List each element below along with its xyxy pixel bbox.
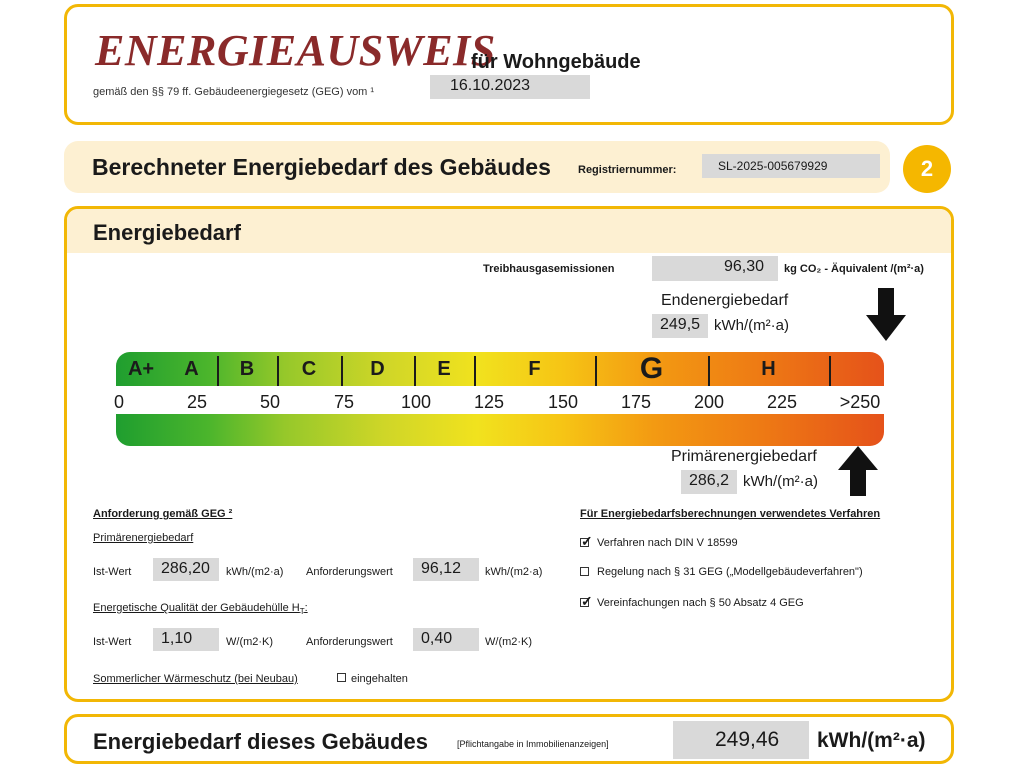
energy-panel-title: Energiebedarf	[93, 220, 241, 245]
scale-tick-label: 100	[400, 392, 432, 412]
class-separator	[708, 356, 710, 386]
class-separator	[829, 356, 831, 386]
end-energy-value-field: 249,5	[652, 314, 708, 338]
primary-requirement-heading: Primärenergiebedarf	[93, 532, 194, 544]
certificate-header	[64, 4, 954, 125]
scale-tick-label: 175	[620, 392, 652, 412]
energy-gradient-bar	[116, 414, 884, 446]
method-checkbox[interactable]	[580, 593, 593, 609]
energy-panel-header	[67, 209, 951, 253]
building-energy-summary	[64, 714, 954, 764]
anf-primary-unit: kWh/(m2·a)	[485, 566, 543, 578]
scale-tick-label: 25	[186, 392, 208, 412]
energy-class-aplus: A+	[127, 358, 155, 380]
ist-primary-field: 286,20	[153, 558, 219, 581]
energy-class-f: F	[528, 358, 541, 380]
energy-class-a: A	[184, 358, 199, 380]
ist-quality-unit: W/(m2·K)	[226, 636, 274, 648]
scale-tick-label: 125	[473, 392, 505, 412]
methods-heading: Für Energiebedarfsberechnungen verwendetes Verfahren	[580, 508, 881, 520]
energy-class-b: B	[239, 358, 255, 380]
anf-label-quality: Anforderungswert	[306, 636, 393, 648]
method-checkbox[interactable]	[580, 567, 589, 576]
energy-class-e: E	[437, 358, 451, 380]
requirements-heading: Anforderung gemäß GEG ²	[93, 508, 233, 520]
class-separator	[414, 356, 416, 386]
primary-energy-unit: kWh/(m²·a)	[743, 473, 818, 490]
summary-note: [Pflichtangabe in Immobilienanzeigen]	[457, 739, 609, 749]
summary-title: Energiebedarf dieses Gebäudes	[93, 729, 429, 754]
anf-label-primary: Anforderungswert	[306, 566, 393, 578]
primary-energy-label: Primärenergiebedarf	[671, 448, 817, 465]
section-header	[64, 141, 890, 193]
law-reference: gemäß den §§ 79 ff. Gebäudeenergiegesetz (GEG) vom ¹	[93, 86, 375, 98]
checkmark-icon: ✓	[581, 593, 593, 609]
scale-tick-label: 0	[113, 392, 125, 412]
scale-tick-label: >250	[839, 392, 881, 412]
page-number-badge: 2	[903, 145, 951, 193]
ghg-value-field: 96,30	[652, 256, 778, 281]
ist-label-primary: Ist-Wert	[93, 566, 132, 578]
registration-label: Registriernummer:	[578, 164, 677, 176]
energy-class-c: C	[301, 358, 317, 380]
energy-class-h: H	[761, 358, 776, 380]
energy-class-g: G	[639, 352, 664, 385]
end-energy-unit: kWh/(m²·a)	[714, 317, 789, 334]
primary-energy-value-field: 286,2	[681, 470, 737, 494]
checkmark-icon: ✓	[581, 533, 593, 549]
ist-label-quality: Ist-Wert	[93, 636, 132, 648]
energy-class-scale	[116, 352, 884, 386]
scale-tick-label: 50	[259, 392, 281, 412]
summer-protection-label: Sommerlicher Wärmeschutz (bei Neubau)	[93, 673, 298, 685]
class-separator	[474, 356, 476, 386]
certificate-subtitle: für Wohngebäude	[471, 51, 641, 73]
scale-tick-label: 150	[547, 392, 579, 412]
class-separator	[277, 356, 279, 386]
method-label: Regelung nach § 31 GEG („Modellgebäudeverfahren")	[597, 566, 863, 578]
energy-class-d: D	[370, 358, 385, 380]
summer-protection-check-label: eingehalten	[351, 673, 408, 685]
method-label: Vereinfachungen nach § 50 Absatz 4 GEG	[597, 597, 804, 609]
quality-heading: Energetische Qualität der Gebäudehülle $H_T$:	[93, 602, 308, 617]
method-checkbox[interactable]	[580, 533, 593, 549]
summer-protection-checkbox[interactable]	[337, 673, 346, 682]
certificate-title: ENERGIEAUSWEIS	[95, 26, 496, 75]
anf-primary-field: 96,12	[413, 558, 479, 581]
class-separator	[341, 356, 343, 386]
method-label: Verfahren nach DIN V 18599	[597, 537, 738, 549]
anf-quality-unit: W/(m2·K)	[485, 636, 533, 648]
ist-primary-unit: kWh/(m2·a)	[226, 566, 284, 578]
section-title: Berechneter Energiebedarf des Gebäudes	[92, 154, 551, 180]
ghg-label: Treibhausgasemissionen	[483, 263, 615, 275]
summary-unit: kWh/(m²·a)	[817, 729, 926, 752]
ist-quality-field: 1,10	[153, 628, 219, 651]
scale-tick-label: 200	[693, 392, 725, 412]
class-separator	[595, 356, 597, 386]
summary-value-field: 249,46	[673, 721, 809, 759]
class-separator	[217, 356, 219, 386]
ghg-unit: kg CO₂ - Äquivalent /(m²·a)	[784, 263, 924, 275]
end-energy-label: Endenergiebedarf	[661, 292, 789, 309]
issue-date-field: 16.10.2023	[430, 75, 590, 99]
scale-tick-label: 75	[333, 392, 355, 412]
registration-number-field: SL-2025-005679929	[702, 154, 880, 178]
anf-quality-field: 0,40	[413, 628, 479, 651]
scale-tick-label: 225	[766, 392, 798, 412]
